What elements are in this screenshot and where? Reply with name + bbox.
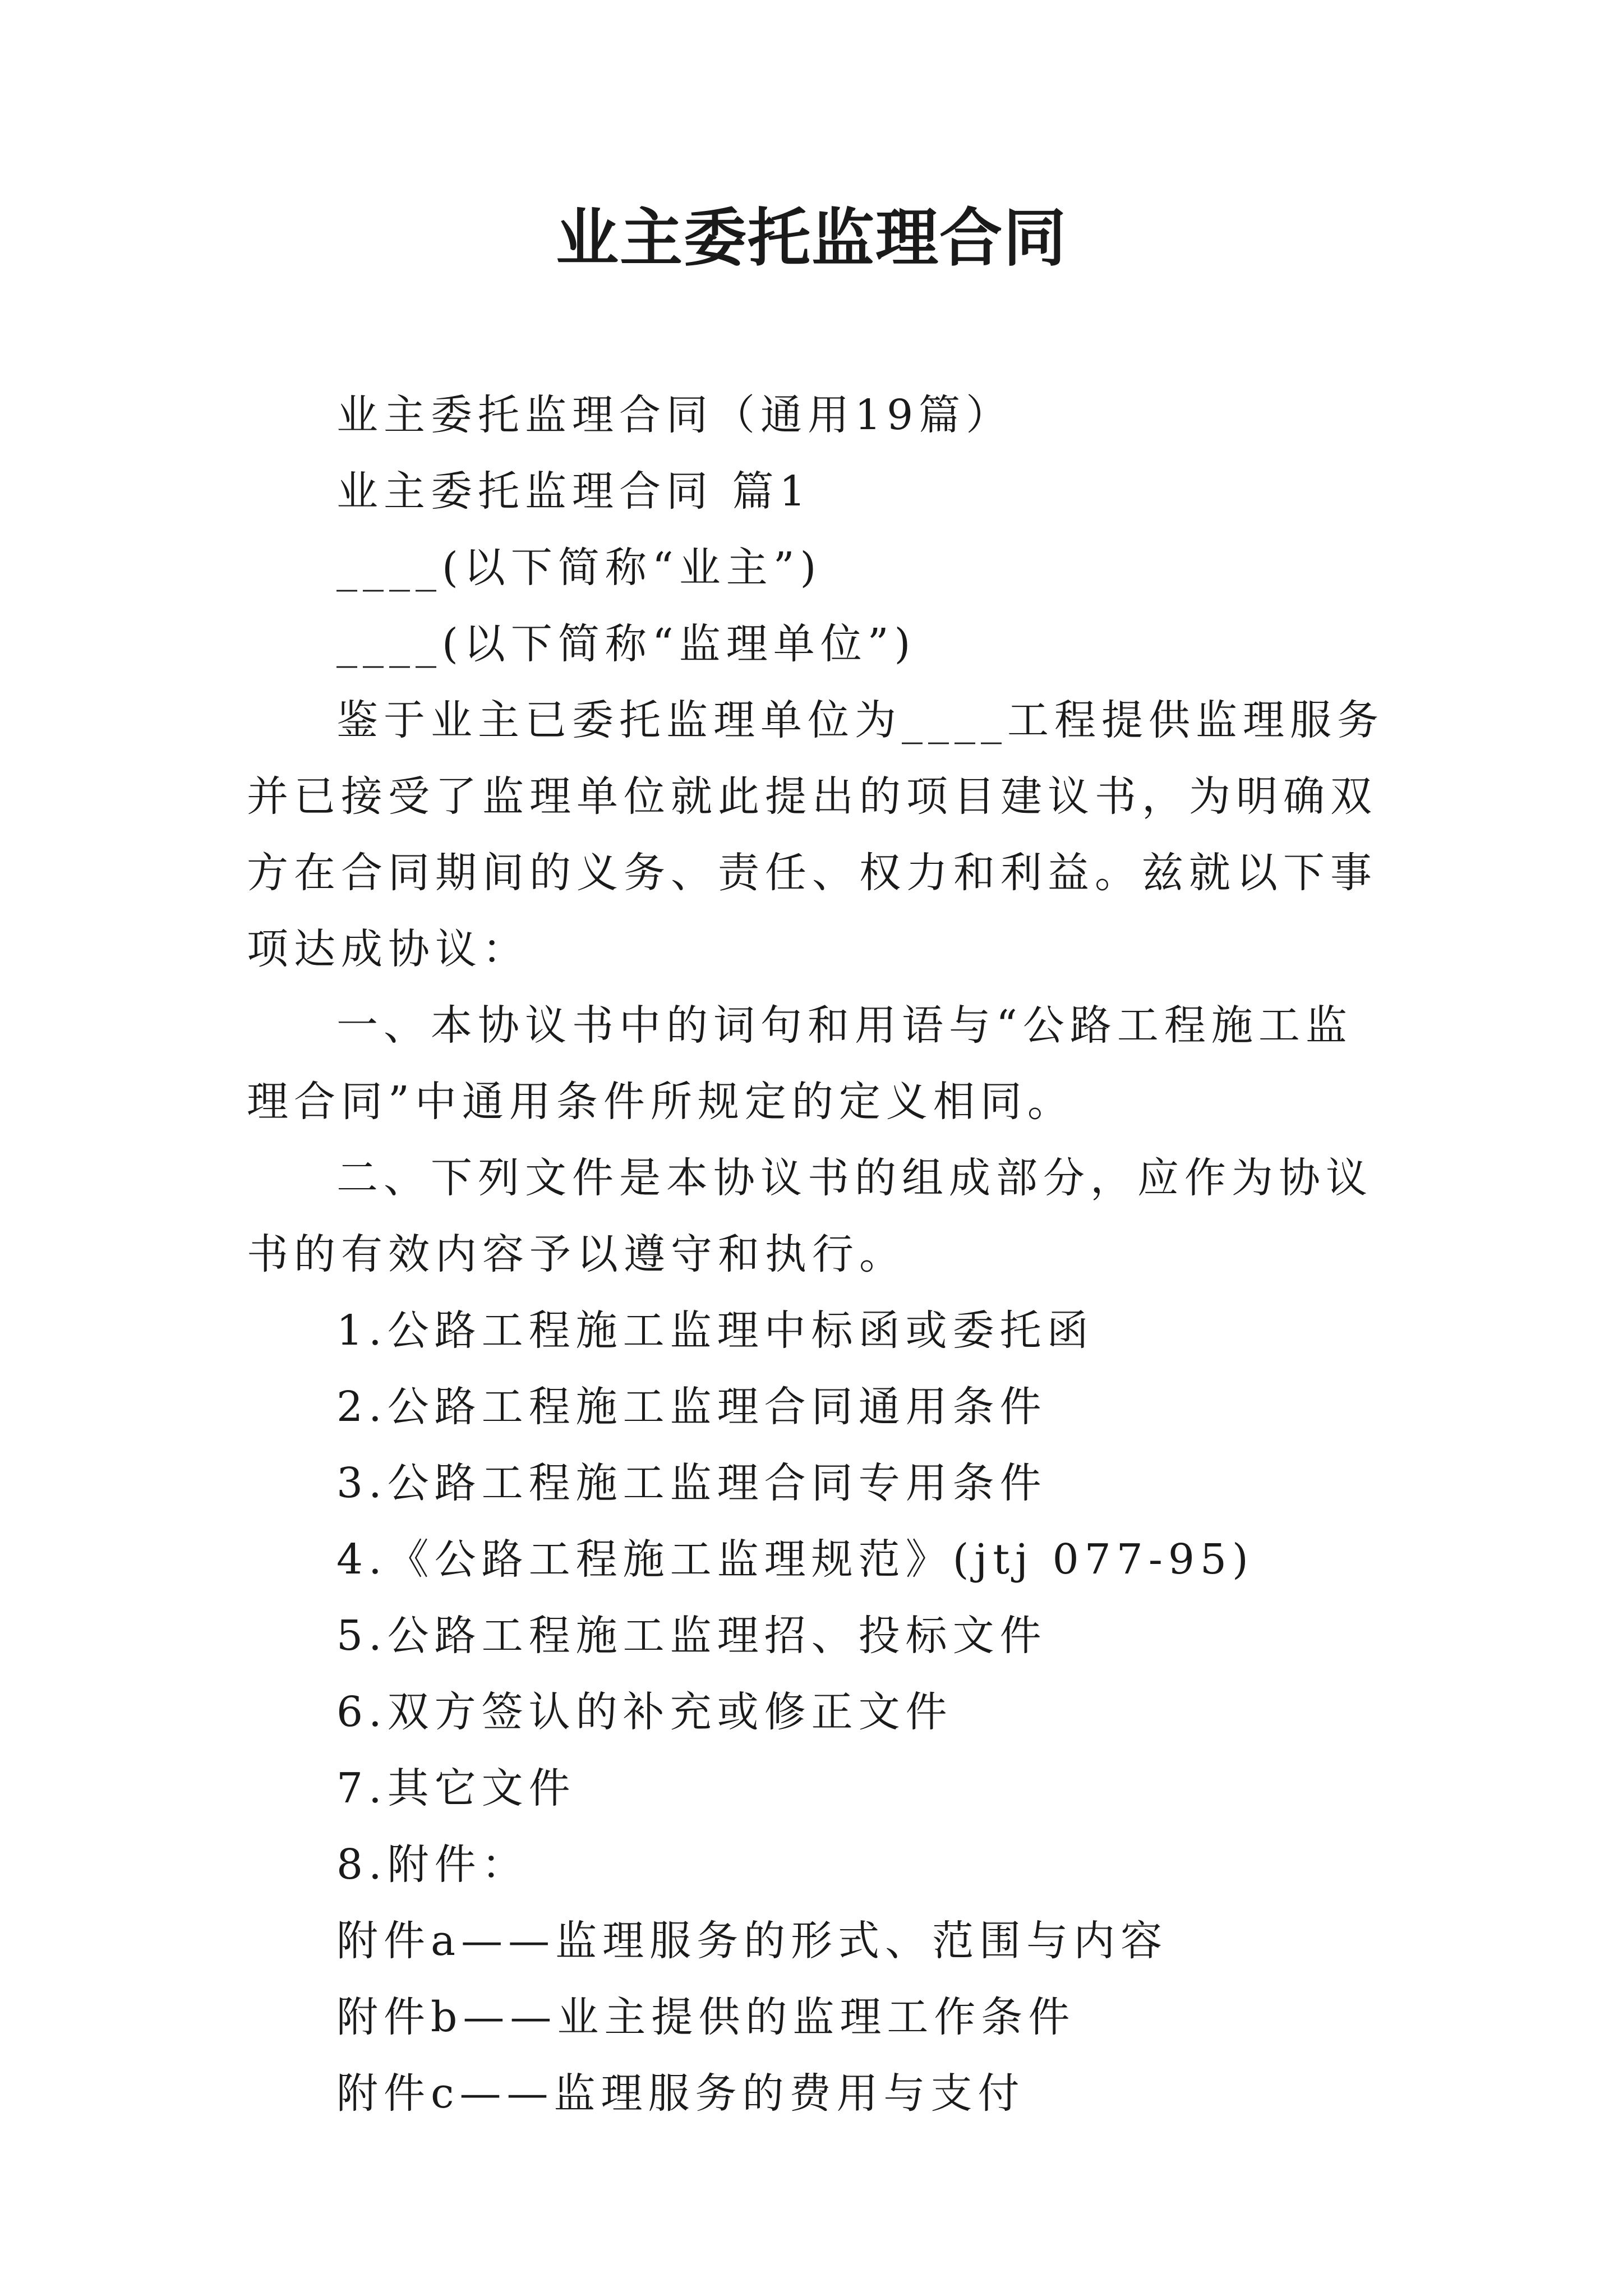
- paragraph-party-supervisor: ____(以下简称“监理单位”): [336, 620, 916, 668]
- paragraph-subtitle: 业主委托监理合同（通用19篇）: [336, 391, 1013, 439]
- attachment-item: 附件c——监理服务的费用与支付: [336, 2069, 1025, 2118]
- document-body: [247, 377, 1385, 2132]
- paragraph-section-heading: 业主委托监理合同 篇1: [336, 467, 811, 516]
- attachment-item: 附件b——业主提供的监理工作条件: [336, 1993, 1076, 2041]
- document-title: 业主委托监理合同: [556, 201, 1067, 275]
- list-item: 5.公路工程施工监理招、投标文件: [336, 1612, 1047, 1660]
- paragraph-clause-1: 一、本协议书中的词句和用语与“公路工程施工监理合同”中通用条件所规定的定义相同。: [247, 1001, 1353, 1126]
- paragraph-party-owner: ____(以下简称“业主”): [336, 544, 822, 592]
- list-item: 8.附件：: [336, 1841, 529, 1889]
- list-item: 1.公路工程施工监理中标函或委托函: [336, 1306, 1094, 1355]
- paragraph-preamble: 鉴于业主已委托监理单位为____工程提供监理服务并已接受了监理单位就此提出的项目建议书，为明确双方在合同期间的义务、责任、权力和利益。兹就以下事项达成协议：: [247, 696, 1384, 973]
- list-item: 6.双方签认的补充或修正文件: [336, 1688, 953, 1736]
- attachment-item: 附件a——监理服务的形式、范围与内容: [336, 1917, 1168, 1965]
- list-item: 4.《公路工程施工监理规范》(jtj 077-95): [336, 1535, 1254, 1584]
- list-item: 3.公路工程施工监理合同专用条件: [336, 1459, 1047, 1507]
- paragraph-clause-2: 二、下列文件是本协议书的组成部分，应作为协议书的有效内容予以遵守和执行。: [247, 1154, 1373, 1278]
- list-item: 7.其它文件: [336, 1764, 576, 1812]
- list-item: 2.公路工程施工监理合同通用条件: [336, 1383, 1047, 1431]
